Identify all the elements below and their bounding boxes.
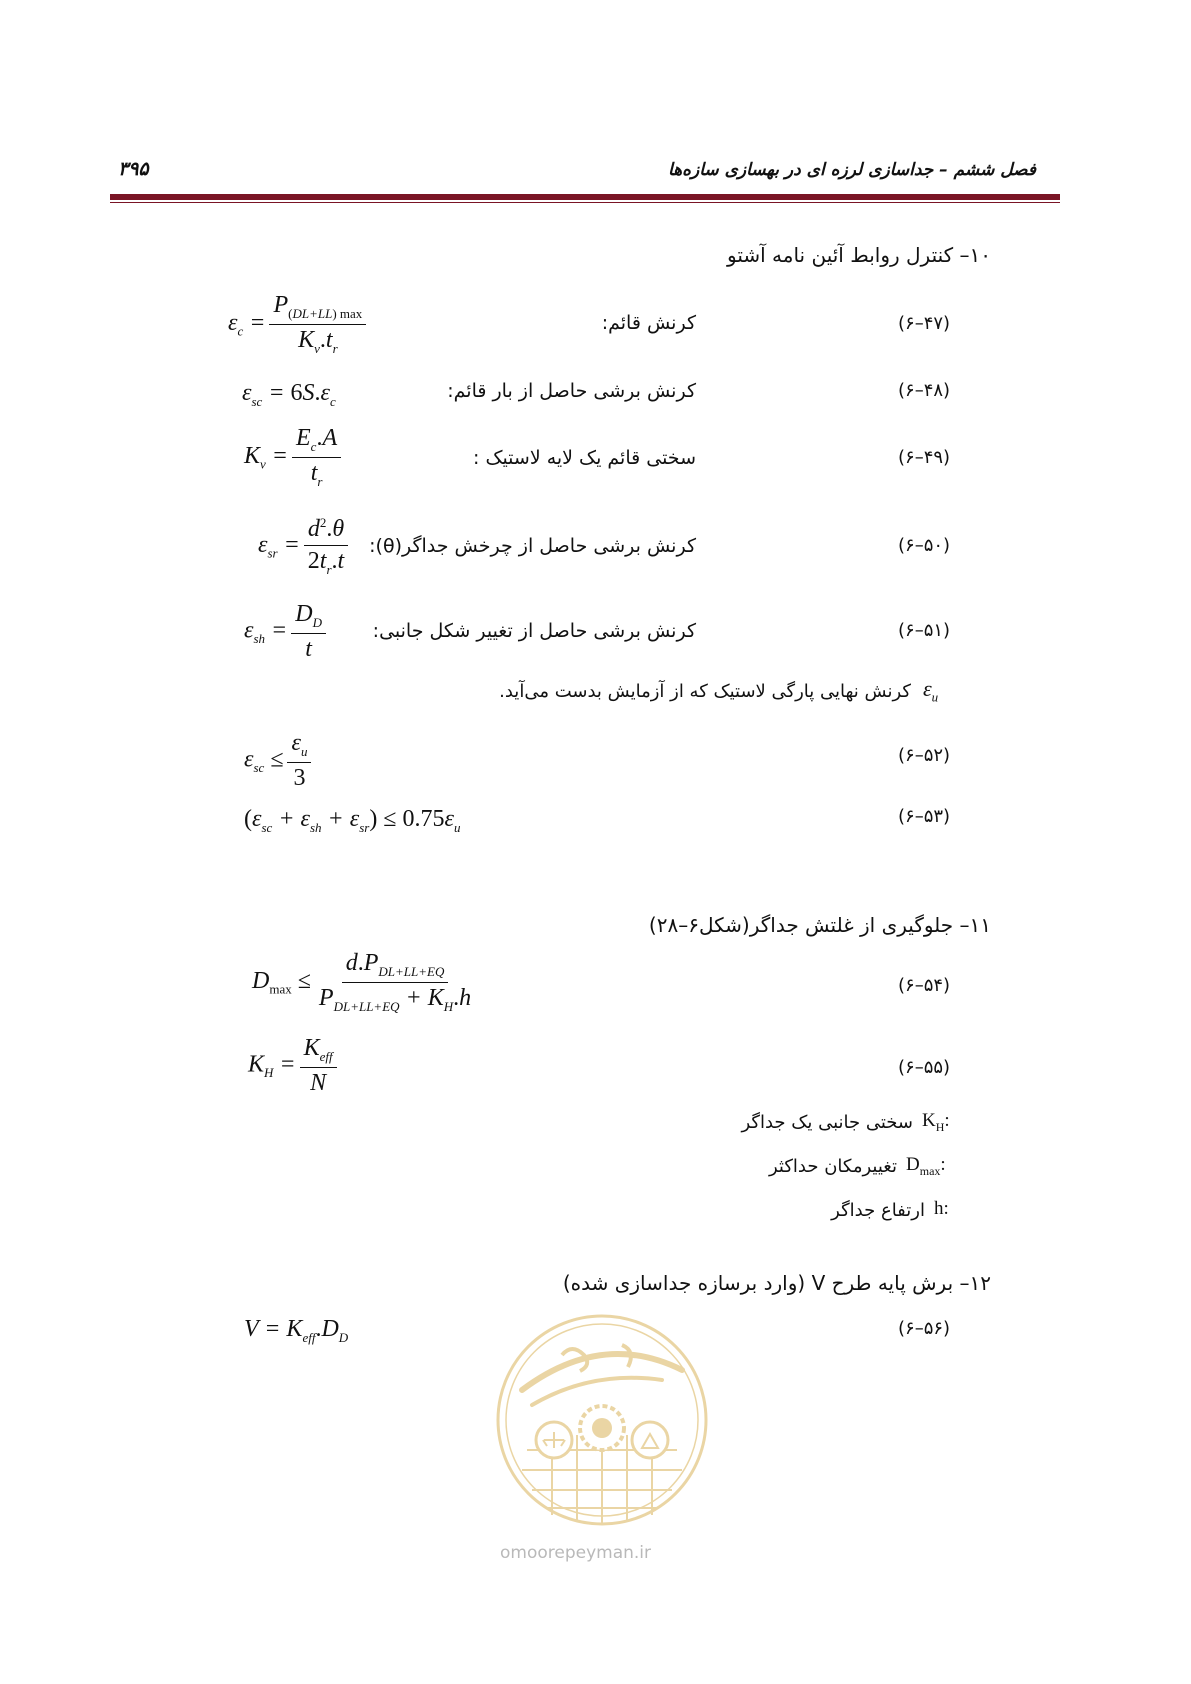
equation-51-number: (۶–۵۱)	[898, 620, 951, 641]
kh-definition: سختی جانبی یک جداگر	[741, 1112, 913, 1133]
equation-48-label: کرنش برشی حاصل از بار قائم:	[447, 380, 696, 402]
equation-49-number: (۶–۴۹)	[898, 447, 951, 468]
equation-53-formula: $(\varepsilon_{sc} + \varepsilon_{sh} + \varepsilon_{sr}) \le 0.75\varepsilon_u$	[244, 806, 461, 835]
equation-48-formula: $\varepsilon_{sc} = 6S.\varepsilon_c$	[242, 380, 336, 409]
eps-u-description: کرنش نهایی پارگی لاستیک که از آزمایش بدست می‌آید.	[499, 681, 911, 702]
watermark-logo	[492, 1310, 712, 1530]
equation-52-number: (۶–۵۲)	[898, 745, 951, 766]
equation-54-formula: $D_{max}$ ≤ $\frac{d.P_{DL+LL+EQ}}{P_{DL+LL+EQ} + K_H.h}$	[252, 950, 472, 1014]
equation-53-number: (۶–۵۳)	[898, 806, 951, 827]
section-10-title: ۱۰– کنترل روابط آئین نامه آشتو	[726, 243, 991, 267]
h-symbol: h:	[934, 1198, 949, 1219]
equation-54-number: (۶–۵۴)	[898, 975, 951, 996]
equation-51-label: کرنش برشی حاصل از تغییر شکل جانبی:	[372, 620, 696, 642]
equation-50-number: (۶–۵۰)	[898, 535, 951, 556]
section-12-title: ۱۲– برش پایه طرح V (وارد برسازه جداسازی شده)	[562, 1271, 991, 1295]
equation-49-formula: $K_v$ = $\frac{E_c.A}{t_r}$	[244, 425, 345, 490]
equation-55-number: (۶–۵۵)	[898, 1057, 951, 1078]
equation-56-formula: $V = K_{eff}.D_D$	[244, 1316, 349, 1345]
dmax-symbol: $D_{max}$:	[906, 1154, 946, 1178]
equation-56-number: (۶–۵۶)	[898, 1318, 951, 1339]
equation-49-label: سختی قائم یک لایه لاستیک :	[473, 447, 696, 469]
equation-52-formula: $\varepsilon_{sc}$ ≤ $\frac{\varepsilon_u}{3}$	[244, 730, 315, 792]
chapter-title: فصل ششم – جداسازی لرزه ای در بهسازی سازه‌ها	[667, 160, 1036, 180]
equation-47-number: (۶–۴۷)	[898, 313, 951, 334]
equation-47-label: کرنش قائم:	[601, 312, 696, 334]
equation-51-formula: $\varepsilon_{sh}$ = $\frac{D_D}{t}$	[244, 601, 330, 663]
equation-50-label: کرنش برشی حاصل از چرخش جداگر(θ):	[369, 535, 696, 557]
header-rule	[110, 194, 1060, 200]
equation-50-formula: $\varepsilon_{sr}$ = $\frac{d^2.\theta}{2t_r.t}$	[258, 515, 352, 578]
section-11-title: ۱۱– جلوگیری از غلتش جداگر(شکل۶–۲۸)	[648, 913, 991, 937]
equation-55-formula: $K_H$ = $\frac{K_{eff}}{N}$	[248, 1035, 341, 1097]
eps-u-symbol: $\varepsilon_u$	[923, 676, 939, 705]
dmax-definition: تغییرمکان حداکثر	[768, 1156, 897, 1177]
equation-48-number: (۶–۴۸)	[898, 380, 951, 401]
page-number: ۳۹۵	[118, 158, 149, 180]
kh-symbol: $K_H$:	[922, 1110, 950, 1134]
watermark-url: omoorepeyman.ir	[500, 1543, 652, 1563]
equation-47-formula: $\varepsilon_c$ = $\frac{P_{(DL+LL) max}}{K_v.t_r}$	[228, 292, 370, 357]
header-rule-thin	[110, 202, 1060, 203]
h-definition: ارتفاع جداگر	[831, 1200, 925, 1221]
